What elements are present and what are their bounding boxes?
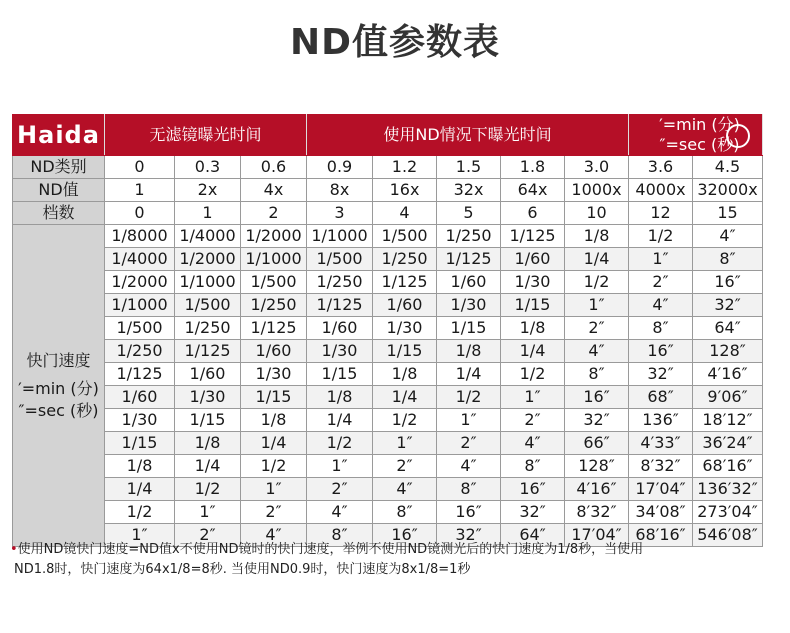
- shutter-cell: 1/250: [373, 248, 437, 271]
- shutter-cell: 2″: [175, 524, 241, 547]
- shutter-cell: 1/2: [105, 501, 175, 524]
- stops-cell: 3: [307, 202, 373, 225]
- shutter-cell: 1/30: [105, 409, 175, 432]
- bullet-icon: •: [10, 542, 18, 557]
- shutter-cell: 1/250: [307, 271, 373, 294]
- shutter-cell: 1/4: [175, 455, 241, 478]
- shutter-cell: 1/1000: [307, 225, 373, 248]
- shutter-cell: 1″: [105, 524, 175, 547]
- shutter-cell: 1/8000: [105, 225, 175, 248]
- shutter-cell: 1″: [175, 501, 241, 524]
- shutter-cell: 4′33″: [629, 432, 693, 455]
- shutter-cell: 1/2: [307, 432, 373, 455]
- value-cell: 4000x: [629, 179, 693, 202]
- type-cell: 1.8: [501, 156, 565, 179]
- shutter-cell: 1/8: [105, 455, 175, 478]
- nd-value-row: [13, 179, 763, 202]
- shutter-cell: 1/500: [241, 271, 307, 294]
- shutter-row: [13, 225, 763, 248]
- stops-row: [13, 202, 763, 225]
- shutter-label-shutter: 快门速度: [26, 350, 91, 370]
- shutter-cell: 4″: [241, 524, 307, 547]
- shutter-cell: 1/500: [307, 248, 373, 271]
- shutter-cell: 1/60: [501, 248, 565, 271]
- unit-legend: [629, 115, 763, 156]
- shutter-cell: 1/2000: [175, 248, 241, 271]
- shutter-cell: 1/30: [437, 294, 501, 317]
- shutter-cell: 32″: [501, 501, 565, 524]
- shutter-cell: 1/250: [241, 294, 307, 317]
- stops-cell: 12: [629, 202, 693, 225]
- shutter-cell: 16″: [437, 501, 501, 524]
- type-cell: 3.6: [629, 156, 693, 179]
- shutter-cell: 9′06″: [693, 386, 763, 409]
- shutter-cell: 4″: [373, 478, 437, 501]
- shutter-cell: 1/30: [175, 386, 241, 409]
- shutter-cell: 1/15: [175, 409, 241, 432]
- shutter-cell: 32″: [565, 409, 629, 432]
- shutter-label-sec: ″=sec (秒): [18, 400, 99, 420]
- shutter-cell: 1/4: [501, 340, 565, 363]
- stops-cell: 1: [175, 202, 241, 225]
- footnote: [10, 540, 780, 580]
- shutter-row: [13, 478, 763, 501]
- shutter-cell: 1/4: [241, 432, 307, 455]
- type-cell: 0.3: [175, 156, 241, 179]
- nd-parameter-table: [12, 114, 763, 547]
- shutter-cell: 1/60: [373, 294, 437, 317]
- shutter-cell: 2″: [565, 317, 629, 340]
- shutter-cell: 128″: [565, 455, 629, 478]
- shutter-row: [13, 386, 763, 409]
- shutter-cell: 16″: [565, 386, 629, 409]
- shutter-cell: 1″: [501, 386, 565, 409]
- shutter-cell: 1/8: [175, 432, 241, 455]
- shutter-cell: 2″: [629, 271, 693, 294]
- shutter-cell: 1/4: [565, 248, 629, 271]
- value-cell: 32x: [437, 179, 501, 202]
- shutter-cell: 34′08″: [629, 501, 693, 524]
- shutter-cell: 1″: [307, 455, 373, 478]
- shutter-cell: 1/8: [241, 409, 307, 432]
- shutter-cell: 8″: [693, 248, 763, 271]
- shutter-cell: 1/125: [373, 271, 437, 294]
- shutter-cell: 1/125: [437, 248, 501, 271]
- nd-value-label: ND值: [13, 179, 105, 202]
- shutter-cell: 66″: [565, 432, 629, 455]
- stops-cell: 4: [373, 202, 437, 225]
- shutter-cell: 1/2: [501, 363, 565, 386]
- shutter-cell: 1/250: [105, 340, 175, 363]
- unit-min-text: ′=min (分): [659, 115, 740, 134]
- brand-logo: Haida: [13, 115, 105, 156]
- shutter-row: [13, 248, 763, 271]
- shutter-row: [13, 501, 763, 524]
- value-cell: 64x: [501, 179, 565, 202]
- shutter-cell: 1/125: [501, 225, 565, 248]
- shutter-cell: 8″: [565, 363, 629, 386]
- shutter-cell: 64″: [693, 317, 763, 340]
- shutter-cell: 68′16″: [629, 524, 693, 547]
- shutter-cell: 128″: [693, 340, 763, 363]
- shutter-cell: 1/60: [105, 386, 175, 409]
- value-cell: 2x: [175, 179, 241, 202]
- shutter-cell: 32″: [437, 524, 501, 547]
- shutter-cell: 1/60: [175, 363, 241, 386]
- shutter-cell: 1/4: [307, 409, 373, 432]
- shutter-cell: 136″: [629, 409, 693, 432]
- shutter-cell: 1/500: [175, 294, 241, 317]
- value-cell: 1000x: [565, 179, 629, 202]
- stops-cell: 5: [437, 202, 501, 225]
- shutter-cell: 1/60: [437, 271, 501, 294]
- shutter-cell: 1/8: [373, 363, 437, 386]
- shutter-cell: 4″: [693, 225, 763, 248]
- shutter-cell: 273′04″: [693, 501, 763, 524]
- shutter-cell: 64″: [501, 524, 565, 547]
- shutter-cell: 1/2: [437, 386, 501, 409]
- shutter-cell: 1/8: [437, 340, 501, 363]
- nd-type-row: [13, 156, 763, 179]
- shutter-cell: 1/30: [307, 340, 373, 363]
- shutter-cell: 1/4000: [175, 225, 241, 248]
- shutter-cell: 1/2000: [105, 271, 175, 294]
- shutter-cell: 8″: [373, 501, 437, 524]
- shutter-cell: 2″: [501, 409, 565, 432]
- value-cell: 8x: [307, 179, 373, 202]
- type-cell: 1.5: [437, 156, 501, 179]
- shutter-cell: 2″: [241, 501, 307, 524]
- shutter-cell: 1″: [437, 409, 501, 432]
- footnote-line-2: ND1.8时，快门速度为64x1/8=8秒. 当使用ND0.9时，快门速度为8x1/8=1秒: [14, 562, 471, 577]
- shutter-cell: 4′16″: [693, 363, 763, 386]
- shutter-cell: 1/500: [373, 225, 437, 248]
- shutter-row: [13, 409, 763, 432]
- shutter-cell: 16″: [373, 524, 437, 547]
- shutter-cell: 136′32″: [693, 478, 763, 501]
- shutter-cell: 2″: [373, 455, 437, 478]
- shutter-cell: 1/15: [501, 294, 565, 317]
- shutter-cell: 2″: [307, 478, 373, 501]
- shutter-cell: 1/2: [373, 409, 437, 432]
- shutter-cell: 1/500: [105, 317, 175, 340]
- shutter-cell: 1/1000: [241, 248, 307, 271]
- shutter-cell: 1/30: [241, 363, 307, 386]
- shutter-cell: 8″: [307, 524, 373, 547]
- shutter-cell: 1/8: [307, 386, 373, 409]
- shutter-row: [13, 271, 763, 294]
- type-cell: 1.2: [373, 156, 437, 179]
- stops-cell: 6: [501, 202, 565, 225]
- shutter-cell: 16″: [629, 340, 693, 363]
- shutter-row: [13, 294, 763, 317]
- shutter-cell: 1/60: [307, 317, 373, 340]
- shutter-cell: 8′32″: [565, 501, 629, 524]
- stops-cell: 15: [693, 202, 763, 225]
- value-cell: 1: [105, 179, 175, 202]
- shutter-cell: 8″: [501, 455, 565, 478]
- shutter-cell: 1/4: [373, 386, 437, 409]
- shutter-cell: 1″: [629, 248, 693, 271]
- shutter-cell: 68″: [629, 386, 693, 409]
- shutter-cell: 32″: [693, 294, 763, 317]
- shutter-cell: 4″: [501, 432, 565, 455]
- shutter-cell: 4′16″: [565, 478, 629, 501]
- shutter-cell: 1/125: [175, 340, 241, 363]
- shutter-cell: 36′24″: [693, 432, 763, 455]
- shutter-speed-label: [13, 225, 105, 547]
- no-filter-header: 无滤镜曝光时间: [105, 115, 307, 156]
- stops-cell: 0: [105, 202, 175, 225]
- type-cell: 3.0: [565, 156, 629, 179]
- shutter-cell: 1/2000: [241, 225, 307, 248]
- shutter-cell: 4″: [437, 455, 501, 478]
- shutter-row: [13, 363, 763, 386]
- shutter-cell: 4″: [629, 294, 693, 317]
- shutter-row: [13, 317, 763, 340]
- shutter-cell: 1/125: [307, 294, 373, 317]
- shutter-cell: 1″: [241, 478, 307, 501]
- shutter-cell: 17′04″: [565, 524, 629, 547]
- shutter-cell: 1/2: [241, 455, 307, 478]
- shutter-cell: 8″: [629, 317, 693, 340]
- shutter-cell: 68′16″: [693, 455, 763, 478]
- shutter-cell: 1″: [373, 432, 437, 455]
- shutter-cell: 1/60: [241, 340, 307, 363]
- type-cell: 4.5: [693, 156, 763, 179]
- shutter-row: [13, 340, 763, 363]
- shutter-cell: 1/4: [105, 478, 175, 501]
- unit-sec-text: ″=sec (秒): [659, 135, 740, 154]
- value-cell: 16x: [373, 179, 437, 202]
- shutter-cell: 1/15: [307, 363, 373, 386]
- shutter-cell: 1/15: [437, 317, 501, 340]
- shutter-cell: 1/4000: [105, 248, 175, 271]
- page-title: ND值参数表: [289, 22, 500, 63]
- shutter-cell: 18′12″: [693, 409, 763, 432]
- shutter-cell: 1″: [565, 294, 629, 317]
- shutter-cell: 1/250: [437, 225, 501, 248]
- shutter-cell: 1/15: [241, 386, 307, 409]
- type-cell: 0: [105, 156, 175, 179]
- shutter-cell: 1/2: [175, 478, 241, 501]
- shutter-cell: 1/15: [105, 432, 175, 455]
- value-cell: 4x: [241, 179, 307, 202]
- circle-icon: [726, 124, 750, 148]
- shutter-cell: 1/1000: [105, 294, 175, 317]
- value-cell: 32000x: [693, 179, 763, 202]
- shutter-cell: 2″: [437, 432, 501, 455]
- shutter-cell: 1/250: [175, 317, 241, 340]
- type-cell: 0.6: [241, 156, 307, 179]
- stops-cell: 10: [565, 202, 629, 225]
- shutter-cell: 32″: [629, 363, 693, 386]
- shutter-cell: 1/8: [501, 317, 565, 340]
- shutter-cell: 1/125: [241, 317, 307, 340]
- shutter-cell: 1/125: [105, 363, 175, 386]
- shutter-cell: 1/15: [373, 340, 437, 363]
- shutter-cell: 4″: [307, 501, 373, 524]
- header-row: [13, 115, 763, 156]
- shutter-cell: 1/2: [629, 225, 693, 248]
- shutter-cell: 1/4: [437, 363, 501, 386]
- shutter-cell: 1/30: [373, 317, 437, 340]
- with-nd-header: 使用ND情况下曝光时间: [307, 115, 629, 156]
- shutter-cell: 8′32″: [629, 455, 693, 478]
- shutter-row: [13, 432, 763, 455]
- type-cell: 0.9: [307, 156, 373, 179]
- stops-cell: 2: [241, 202, 307, 225]
- shutter-cell: 1/8: [565, 225, 629, 248]
- shutter-cell: 17′04″: [629, 478, 693, 501]
- shutter-cell: 1/2: [565, 271, 629, 294]
- stops-label: 档数: [13, 202, 105, 225]
- shutter-label-min: ′=min (分): [18, 378, 99, 398]
- shutter-cell: 1/30: [501, 271, 565, 294]
- shutter-cell: 8″: [437, 478, 501, 501]
- footnote-line-1: 使用ND镜快门速度=ND值x不使用ND镜时的快门速度，举例不使用ND镜测光后的快门速度为1/8秒，当使用: [17, 542, 644, 557]
- nd-type-label: ND类别: [13, 156, 105, 179]
- shutter-cell: 16″: [693, 271, 763, 294]
- shutter-cell: 4″: [565, 340, 629, 363]
- shutter-row: [13, 455, 763, 478]
- shutter-cell: 546′08″: [693, 524, 763, 547]
- shutter-cell: 16″: [501, 478, 565, 501]
- shutter-cell: 1/1000: [175, 271, 241, 294]
